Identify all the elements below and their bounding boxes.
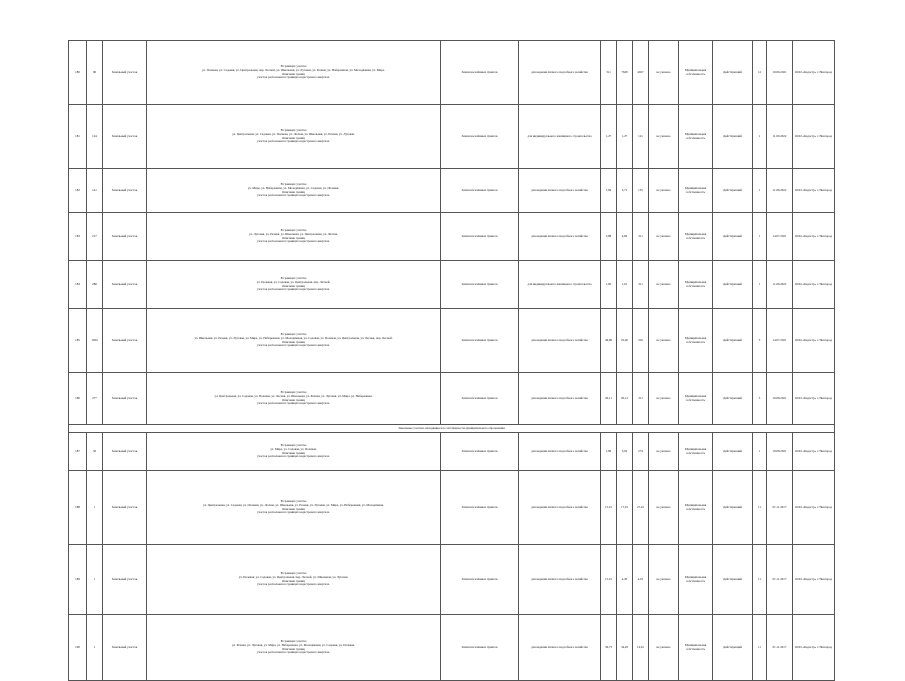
- permitted-use: для ведения личного подсобного хозяйства: [519, 471, 601, 545]
- register-sheet: [68, 40, 834, 681]
- value-b: 4,20: [617, 545, 633, 615]
- ownership-type: Муниципальная собственность: [679, 433, 713, 471]
- section-heading: Земельные участки, находящиеся в собственности муниципального образования: [69, 425, 835, 433]
- row-number: 180: [69, 41, 87, 105]
- desc-text: участок расположен в границах кадастрового квартала.: [257, 650, 330, 655]
- ownership-type: Муниципальная собственность: [679, 213, 713, 261]
- count: 1: [753, 169, 767, 213]
- record-date: 11.09.2022: [767, 105, 793, 169]
- value-a: 36,73: [601, 615, 617, 681]
- table-row: [69, 615, 835, 681]
- desc-text: участок расположен в границах кадастрового квартала.: [257, 510, 330, 515]
- organisation: ООО «Кадастр» г. Новгород: [793, 545, 835, 615]
- desc-heading: Описание границ: [282, 578, 305, 583]
- value-a: 3,88: [601, 213, 617, 261]
- object-name: Земельный участок: [103, 471, 147, 545]
- desc-text: участок расположен в границах кадастрового квартала.: [257, 582, 330, 587]
- land-category: Земли населённых пунктов: [441, 471, 519, 545]
- status: Действующий: [713, 41, 753, 105]
- table-row: [69, 373, 835, 425]
- desc-heading: В границах участка: [280, 639, 307, 644]
- desc-text: участок расположен в границах кадастрового квартала.: [257, 239, 330, 244]
- permitted-use: для ведения личного подсобного хозяйства: [519, 169, 601, 213]
- desc-heading: В границах участка: [280, 443, 307, 448]
- value-b: 3,02: [617, 433, 633, 471]
- permitted-use: для ведения личного подсобного хозяйства: [519, 41, 601, 105]
- value-e: не указано: [649, 213, 679, 261]
- value-b: 17,01: [617, 471, 633, 545]
- value-d: 4,01: [633, 545, 649, 615]
- object-name: Земельный участок: [103, 615, 147, 681]
- desc-heading: В границах участка: [280, 499, 307, 504]
- desc-heading: Описание границ: [282, 135, 305, 140]
- permitted-use: для индивидуального жилищного строительства: [519, 105, 601, 169]
- record-date: 11.09.2022: [767, 169, 793, 213]
- count: 12: [753, 41, 767, 105]
- desc-text: ул. Центральная, ул. Садовая, ул. Полевая, ул. Лесная, ул. Школьная, ул. Речная, ул. Луговая, ул. Мира, ул. Набережная.: [214, 393, 373, 398]
- object-name: Земельный участок: [103, 373, 147, 425]
- object-name: Земельный участок: [103, 309, 147, 373]
- desc-heading: В границах участка: [280, 571, 307, 576]
- desc-heading: В границах участка: [280, 64, 307, 69]
- organisation: ООО «Кадастр» г. Новгород: [793, 169, 835, 213]
- ownership-type: Муниципальная собственность: [679, 615, 713, 681]
- desc-text: ул. Луговая, ул. Речная, ул. Школьная, ул. Центральная, ул. Лесная.: [249, 231, 338, 236]
- count: 1: [753, 433, 767, 471]
- value-b: 1,61: [617, 261, 633, 309]
- object-id: 124: [87, 105, 103, 169]
- boundary-description: [147, 213, 441, 261]
- ownership-type: Муниципальная собственность: [679, 309, 713, 373]
- desc-heading: Описание границ: [282, 450, 305, 455]
- desc-text: участок расположен в границах кадастрового квартала.: [257, 401, 330, 406]
- count: 3: [753, 309, 767, 373]
- register-rows-bottom: [69, 433, 835, 681]
- boundary-description: [147, 545, 441, 615]
- desc-heading: В границах участка: [280, 182, 307, 187]
- value-d: 316: [633, 309, 649, 373]
- value-a: 15,01: [601, 471, 617, 545]
- value-d: 274: [633, 433, 649, 471]
- value-d: 311: [633, 261, 649, 309]
- object-name: Земельный участок: [103, 213, 147, 261]
- row-number: 189: [69, 545, 87, 615]
- desc-heading: В границах участка: [280, 332, 307, 337]
- register-rows-top: [69, 41, 835, 425]
- value-a: 311: [601, 41, 617, 105]
- count: 1: [753, 105, 767, 169]
- register-table: [68, 40, 835, 681]
- land-category: Земли населённых пунктов: [441, 261, 519, 309]
- ownership-type: Муниципальная собственность: [679, 41, 713, 105]
- desc-heading: Описание границ: [282, 71, 305, 76]
- value-d: 4027: [633, 41, 649, 105]
- desc-heading: Описание границ: [282, 397, 305, 402]
- boundary-description: [147, 169, 441, 213]
- permitted-use: для ведения личного подсобного хозяйства: [519, 373, 601, 425]
- value-a: 46,99: [601, 309, 617, 373]
- ownership-type: Муниципальная собственность: [679, 261, 713, 309]
- organisation: ООО «Кадастр» г. Новгород: [793, 41, 835, 105]
- value-a: 15,01: [601, 545, 617, 615]
- permitted-use: для ведения личного подсобного хозяйства: [519, 545, 601, 615]
- desc-text: участок расположен в границах кадастрового квартала.: [257, 454, 330, 459]
- land-category: Земли населённых пунктов: [441, 615, 519, 681]
- status: Действующий: [713, 545, 753, 615]
- row-number: 184: [69, 261, 87, 309]
- value-e: не указано: [649, 545, 679, 615]
- object-name: Земельный участок: [103, 41, 147, 105]
- record-date: 10.08.2021: [767, 433, 793, 471]
- value-b: 5,71: [617, 169, 633, 213]
- object-id: 141: [87, 169, 103, 213]
- object-id: 50: [87, 433, 103, 471]
- desc-text: участок расположен в границах кадастрового квартала.: [257, 287, 330, 292]
- table-row: [69, 105, 835, 169]
- desc-heading: В границах участка: [280, 228, 307, 233]
- object-id: 277: [87, 373, 103, 425]
- organisation: ООО «Кадастр» г. Новгород: [793, 471, 835, 545]
- object-name: Земельный участок: [103, 169, 147, 213]
- desc-heading: Описание границ: [282, 235, 305, 240]
- count: 11: [753, 471, 767, 545]
- desc-text: ул. Полевая, ул. Садовая, ул. Центральная, пер. Лесной.: [256, 279, 331, 284]
- value-b: 34,29: [617, 615, 633, 681]
- value-e: не указано: [649, 471, 679, 545]
- value-d: 311: [633, 373, 649, 425]
- ownership-type: Муниципальная собственность: [679, 545, 713, 615]
- table-row: [69, 261, 835, 309]
- value-d: 27,22: [633, 471, 649, 545]
- record-date: 01.11.2017: [767, 615, 793, 681]
- object-id: 1: [87, 615, 103, 681]
- land-category: Земли населённых пунктов: [441, 213, 519, 261]
- object-name: Земельный участок: [103, 545, 147, 615]
- boundary-description: [147, 433, 441, 471]
- value-b: 20,21: [617, 373, 633, 425]
- record-date: 11.09.2022: [767, 261, 793, 309]
- organisation: ООО «Кадастр» г. Новгород: [793, 261, 835, 309]
- table-row: [69, 433, 835, 471]
- status: Действующий: [713, 471, 753, 545]
- count: 5: [753, 373, 767, 425]
- desc-text: ул. Центральная, ул. Садовая, ул. Полевая, ул. Лесная, ул. Школьная, ул. Речная, ул. Луговая, ул. Мира, ул. Набережная, ул. Молодёжная.: [203, 502, 384, 507]
- value-e: не указано: [649, 261, 679, 309]
- organisation: ООО «Кадастр» г. Новгород: [793, 105, 835, 169]
- row-number: 182: [69, 169, 87, 213]
- count: 11: [753, 545, 767, 615]
- desc-heading: Описание границ: [282, 506, 305, 511]
- status: Действующий: [713, 615, 753, 681]
- land-category: Земли населённых пунктов: [441, 433, 519, 471]
- organisation: ООО «Кадастр» г. Новгород: [793, 373, 835, 425]
- row-number: 190: [69, 615, 87, 681]
- desc-text: ул. Речная, ул. Луговая, ул. Мира, ул. Набережная, ул. Молодёжная, ул. Садовая, ул. Полевая.: [232, 642, 355, 647]
- ownership-type: Муниципальная собственность: [679, 471, 713, 545]
- value-e: не указано: [649, 41, 679, 105]
- desc-text: ул. Мира, ул. Набережная, ул. Молодёжная, ул. Садовая, ул. Полевая.: [247, 185, 340, 190]
- boundary-description: [147, 471, 441, 545]
- status: Действующий: [713, 261, 753, 309]
- desc-heading: В границах участка: [280, 276, 307, 281]
- row-number: 183: [69, 213, 87, 261]
- organisation: ООО «Кадастр» г. Новгород: [793, 615, 835, 681]
- value-a: 1,86: [601, 433, 617, 471]
- status: Действующий: [713, 309, 753, 373]
- permitted-use: для ведения личного подсобного хозяйства: [519, 213, 601, 261]
- value-e: не указано: [649, 433, 679, 471]
- land-category: Земли населённых пунктов: [441, 105, 519, 169]
- desc-text: участок расположен в границах кадастрового квартала.: [257, 139, 330, 144]
- record-date: 01.11.2017: [767, 545, 793, 615]
- status: Действующий: [713, 105, 753, 169]
- object-name: Земельный участок: [103, 105, 147, 169]
- organisation: ООО «Кадастр» г. Новгород: [793, 309, 835, 373]
- land-category: Земли населённых пунктов: [441, 169, 519, 213]
- object-id: 1024: [87, 309, 103, 373]
- section-heading-row: [69, 425, 835, 433]
- row-number: 188: [69, 471, 87, 545]
- land-category: Земли населённых пунктов: [441, 545, 519, 615]
- value-e: не указано: [649, 169, 679, 213]
- desc-text: участок расположен в границах кадастрового квартала.: [257, 75, 330, 80]
- boundary-description: [147, 41, 441, 105]
- status: Действующий: [713, 433, 753, 471]
- status: Действующий: [713, 373, 753, 425]
- boundary-description: [147, 373, 441, 425]
- value-e: не указано: [649, 309, 679, 373]
- count: 1: [753, 261, 767, 309]
- value-b: 7628: [617, 41, 633, 105]
- object-name: Земельный участок: [103, 261, 147, 309]
- object-id: 217: [87, 213, 103, 261]
- land-category: Земли населённых пунктов: [441, 373, 519, 425]
- value-e: не указано: [649, 615, 679, 681]
- desc-text: ул. Полевая, ул. Садовая, ул. Центральная, пер. Лесной, ул. Школьная, ул. Луговая, ул. Речная, ул. Набережная, ул. Молодёжная, ул. Мира.: [202, 67, 385, 72]
- desc-text: ул. Мира, ул. Садовая, ул. Полевая.: [270, 446, 317, 451]
- count: 11: [753, 615, 767, 681]
- permitted-use: для ведения личного подсобного хозяйства: [519, 433, 601, 471]
- status: Действующий: [713, 169, 753, 213]
- boundary-description: [147, 261, 441, 309]
- value-d: 155: [633, 169, 649, 213]
- row-number: 187: [69, 433, 87, 471]
- row-number: 186: [69, 373, 87, 425]
- object-id: 1: [87, 471, 103, 545]
- value-a: 20,11: [601, 373, 617, 425]
- value-d: 311: [633, 213, 649, 261]
- desc-text: участок расположен в границах кадастрового квартала.: [257, 193, 330, 198]
- organisation: ООО «Кадастр» г. Новгород: [793, 433, 835, 471]
- object-id: 96: [87, 41, 103, 105]
- boundary-description: [147, 615, 441, 681]
- value-a: 7,09: [601, 169, 617, 213]
- table-row: [69, 309, 835, 373]
- desc-text: участок расположен в границах кадастрового квартала.: [257, 343, 330, 348]
- object-id: 1: [87, 545, 103, 615]
- desc-heading: В границах участка: [280, 390, 307, 395]
- permitted-use: для индивидуального жилищного строительства: [519, 261, 601, 309]
- record-date: 14.07.2021: [767, 309, 793, 373]
- desc-text: ул. Центральная, ул. Садовая, ул. Полевая, ул. Лесная, ул. Школьная, ул. Речная, ул. Луговая.: [232, 131, 355, 136]
- boundary-description: [147, 105, 441, 169]
- table-row: [69, 41, 835, 105]
- value-d: 121: [633, 105, 649, 169]
- table-row: [69, 471, 835, 545]
- desc-heading: Описание границ: [282, 283, 305, 288]
- value-a: 1,60: [601, 261, 617, 309]
- ownership-type: Муниципальная собственность: [679, 373, 713, 425]
- land-category: Земли населённых пунктов: [441, 41, 519, 105]
- desc-heading: Описание границ: [282, 646, 305, 651]
- object-name: Земельный участок: [103, 433, 147, 471]
- desc-heading: Описание границ: [282, 339, 305, 344]
- permitted-use: для ведения личного подсобного хозяйства: [519, 615, 601, 681]
- record-date: 14.07.2021: [767, 213, 793, 261]
- value-a: 1,27: [601, 105, 617, 169]
- row-number: 185: [69, 309, 87, 373]
- table-row: [69, 169, 835, 213]
- row-number: 181: [69, 105, 87, 169]
- record-date: 01.11.2017: [767, 471, 793, 545]
- value-d: 14,61: [633, 615, 649, 681]
- record-date: 10.06.2021: [767, 41, 793, 105]
- boundary-description: [147, 309, 441, 373]
- land-category: Земли населённых пунктов: [441, 309, 519, 373]
- count: 1: [753, 213, 767, 261]
- desc-text: ул. Школьная, ул. Речная, ул. Луговая, ул. Мира, ул. Набережная, ул. Молодёжная, ул. Садовая, ул. Полевая, ул. Центральная, ул. Лесная, пер. Лесной.: [194, 335, 393, 340]
- value-b: 4,82: [617, 213, 633, 261]
- organisation: ООО «Кадастр» г. Новгород: [793, 213, 835, 261]
- value-e: не указано: [649, 373, 679, 425]
- desc-text: ул. Полевая, ул. Садовая, ул. Центральная, пер. Лесной, ул. Школьная, ул. Луговая.: [238, 574, 349, 579]
- ownership-type: Муниципальная собственность: [679, 105, 713, 169]
- desc-heading: Описание границ: [282, 189, 305, 194]
- status: Действующий: [713, 213, 753, 261]
- desc-heading: В границах участка: [280, 128, 307, 133]
- value-b: 1,27: [617, 105, 633, 169]
- table-row: [69, 545, 835, 615]
- value-e: не указано: [649, 105, 679, 169]
- record-date: 10.08.2021: [767, 373, 793, 425]
- ownership-type: Муниципальная собственность: [679, 169, 713, 213]
- table-row: [69, 213, 835, 261]
- object-id: 286: [87, 261, 103, 309]
- permitted-use: для ведения личного подсобного хозяйства: [519, 309, 601, 373]
- value-b: 25,40: [617, 309, 633, 373]
